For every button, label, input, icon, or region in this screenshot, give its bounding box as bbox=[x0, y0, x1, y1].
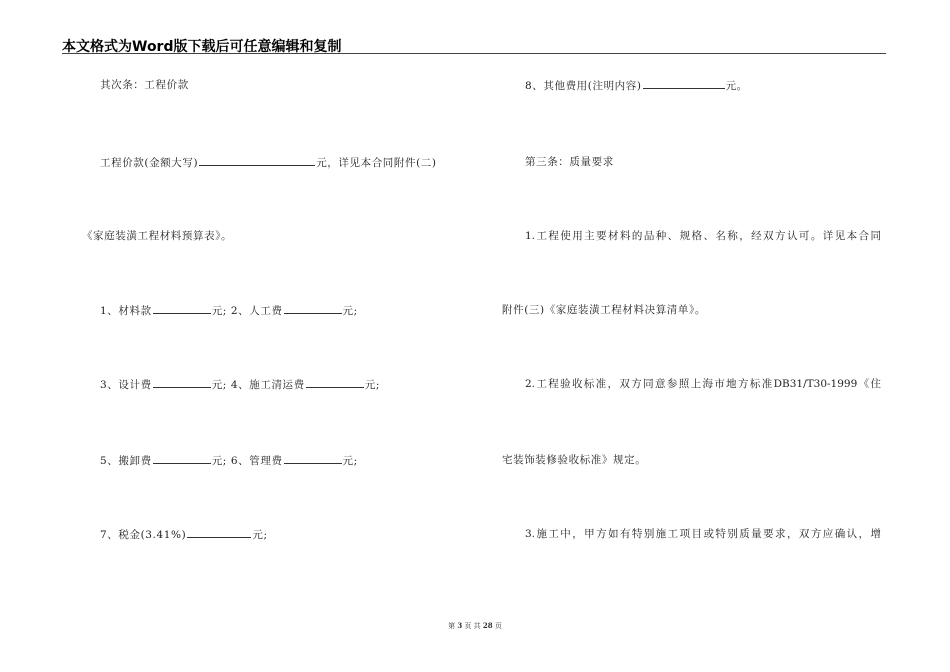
other-fees-line bbox=[525, 78, 748, 93]
quality-para-3-line-1: 3.施工中，甲方如有特别施工项目或特别质量要求，双方应确认，增 bbox=[525, 528, 881, 540]
article-3-title: 第三条：质量要求 bbox=[525, 156, 614, 168]
page-prefix: 第 bbox=[448, 622, 456, 630]
tax-blank[interactable] bbox=[187, 527, 251, 538]
current-page: 3 bbox=[457, 621, 463, 630]
labor-fee-label: 元; 2、人工费 bbox=[211, 305, 283, 317]
labor-fee-blank[interactable] bbox=[284, 303, 342, 314]
price-prefix: 工程价款(金额大写) bbox=[100, 157, 199, 169]
fee-row-2 bbox=[100, 377, 380, 392]
project-price-line bbox=[100, 155, 437, 170]
material-fee-label: 1、材料款 bbox=[100, 305, 152, 317]
fee-row-1 bbox=[100, 303, 358, 318]
page-number-footer bbox=[0, 621, 950, 631]
material-fee-blank[interactable] bbox=[153, 303, 211, 314]
management-fee-label: 元; 6、管理费 bbox=[211, 455, 283, 467]
other-fees-suffix: 元。 bbox=[725, 80, 748, 92]
design-fee-blank[interactable] bbox=[153, 377, 211, 388]
total-pages: 28 bbox=[482, 621, 493, 630]
quality-para-2-line-1: 2.工程验收标准，双方同意参照上海市地方标准DB31/T30-1999《住 bbox=[525, 378, 881, 390]
fee-row-3 bbox=[100, 453, 358, 468]
quality-para-2-line-2: 宅装饰装修验收标准》规定。 bbox=[502, 454, 647, 466]
cleanup-fee-blank[interactable] bbox=[306, 377, 364, 388]
price-amount-blank[interactable] bbox=[199, 155, 315, 166]
price-suffix: 元，详见本合同附件(二) bbox=[316, 157, 437, 169]
management-fee-blank[interactable] bbox=[284, 453, 342, 464]
article-2-title: 其次条：工程价款 bbox=[100, 79, 189, 91]
other-fees-label: 8、其他费用(注明内容) bbox=[525, 80, 642, 92]
quality-para-1-line-1: 1.工程使用主要材料的品种、规格、名称，经双方认可。详见本合同 bbox=[525, 230, 881, 242]
quality-para-1-line-2: 附件(三)《家庭装潢工程材料决算清单》。 bbox=[502, 304, 706, 316]
design-fee-label: 3、设计费 bbox=[100, 379, 152, 391]
row1-end: 元; bbox=[342, 305, 358, 317]
tax-label: 7、税金(3.41%) bbox=[100, 529, 187, 541]
other-fees-blank[interactable] bbox=[643, 78, 725, 89]
moving-fee-label: 5、搬卸费 bbox=[100, 455, 152, 467]
page-suffix: 页 bbox=[494, 622, 502, 630]
row3-end: 元; bbox=[342, 455, 358, 467]
budget-reference: 《家庭装潢工程材料预算表》。 bbox=[82, 230, 233, 242]
header-divider bbox=[62, 53, 886, 54]
row4-end: 元; bbox=[252, 529, 268, 541]
moving-fee-blank[interactable] bbox=[153, 453, 211, 464]
page-mid: 页 共 bbox=[464, 622, 481, 630]
row2-end: 元; bbox=[364, 379, 380, 391]
fee-row-4 bbox=[100, 527, 268, 542]
document-header-title: 本文格式为Word版下载后可任意编辑和复制 bbox=[62, 39, 342, 55]
cleanup-fee-label: 元; 4、施工清运费 bbox=[211, 379, 305, 391]
